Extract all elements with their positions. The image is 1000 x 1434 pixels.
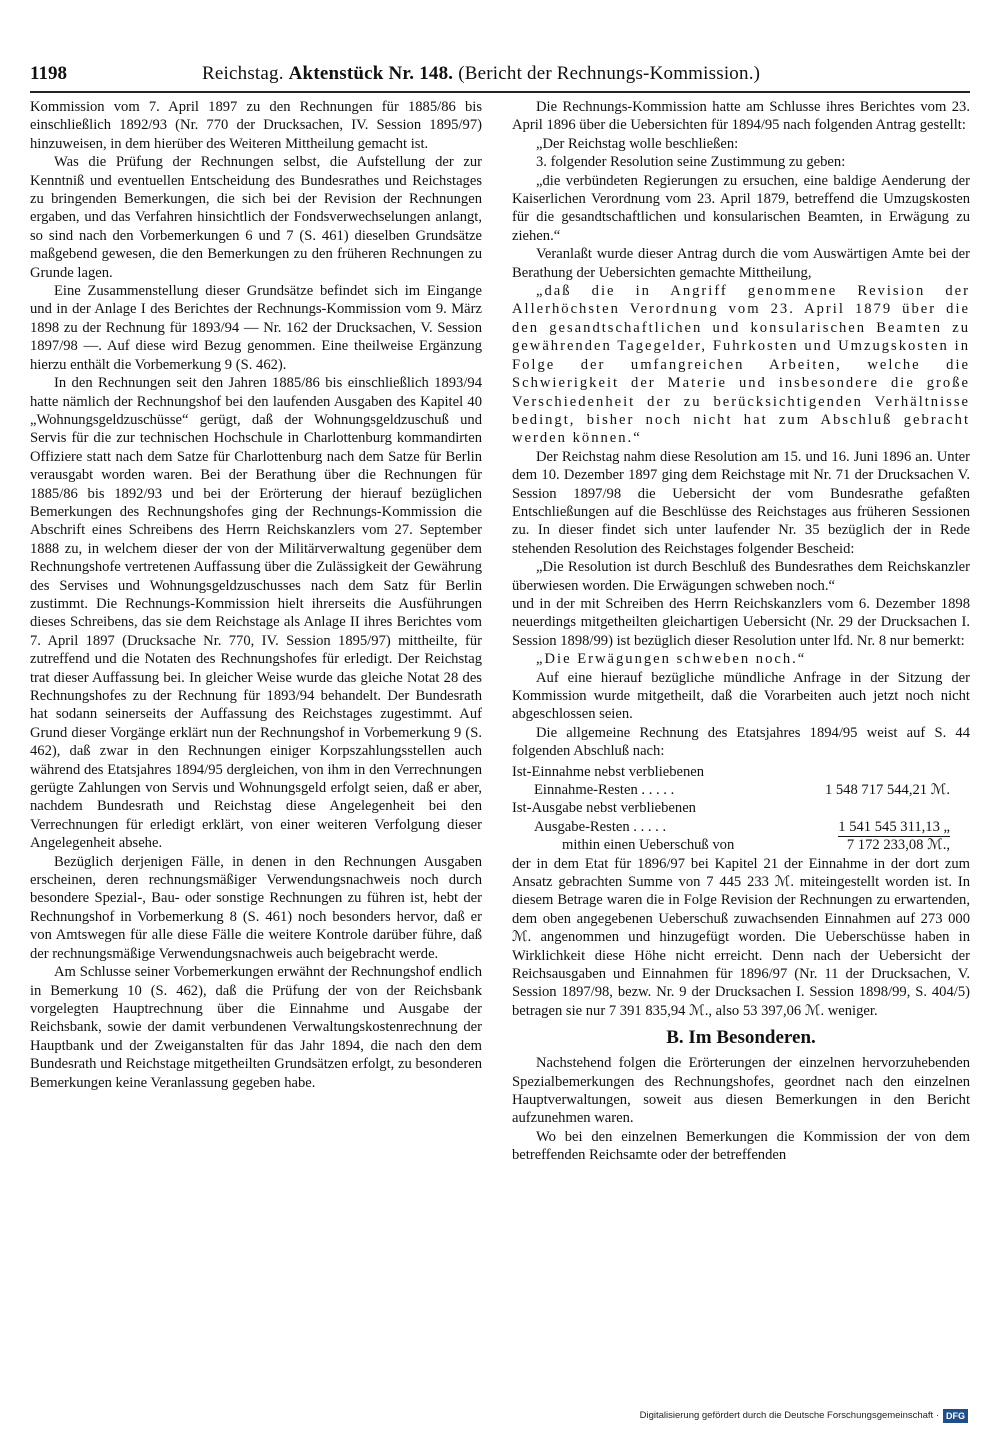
right-paragraph-4: und in der mit Schreiben des Herrn Reichskanzlers vom 6. Dezember 1898 neuerdings mitgetheilten gleichartigen Uebersicht (Nr. 29 der Drucksachen I. Session 1898/99) ist bezüglich dieser Resolution unter lfd. Nr. 8 nur bemerkt: bbox=[512, 595, 970, 649]
right-paragraph-9: Wo bei den einzelnen Bemerkungen die Kommission der von dem betreffenden Reichsamte oder der betreffenden bbox=[512, 1128, 970, 1164]
right-column bbox=[512, 98, 970, 1165]
fin-surplus-label: mithin einen Ueberschuß von bbox=[562, 837, 735, 854]
running-title-pre: Reichstag. bbox=[202, 63, 289, 84]
fin-row-surplus bbox=[512, 836, 970, 854]
section-heading: B. Im Besonderen. bbox=[666, 1027, 816, 1049]
quote-resolution: „die verbündeten Regierungen zu ersuchen, eine baldige Aenderung der Kaiserlichen Verordnung vom 23. April 1879, betreffend die Umzugskosten für die gesandtschaftlichen und konsularischen Beamten, in Erwägung zu ziehen.“ bbox=[512, 172, 970, 244]
quote-motion-intro: „Der Reichstag wolle beschließen: bbox=[536, 135, 739, 152]
quote-foreign-office: „daß die in Angriff genommene Revision der Allerhöchsten Verordnung vom 23. April 1879 über die den gesandtschaftlichen und konsularischen Beamten zu gewährenden Tagegelder, Fuhrkosten und Umzugskosten in Folge der umfangreichen Arbeiten, welche die Schwierigkeit der Materie und insbesondere die große Verschiedenheit der zu berücksichtigenden Verhältnisse bedingt, bisher noch nicht hat zum Abschluß gebracht werden können.“ bbox=[512, 283, 970, 447]
fin-income-remainder-label: Einnahme-Resten . . . . . bbox=[534, 782, 675, 799]
fin-expense-value: 1 541 545 311,13 „ bbox=[838, 818, 950, 837]
fin-row-expense-label bbox=[512, 799, 970, 817]
fin-expense-label: Ist-Ausgabe nebst verbliebenen bbox=[512, 800, 696, 817]
running-title-document: Aktenstück Nr. 148. bbox=[288, 63, 454, 84]
fin-row-income-label bbox=[512, 763, 970, 781]
fin-row-income bbox=[512, 781, 970, 799]
right-paragraph-2: Veranlaßt wurde dieser Antrag durch die vom Auswärtigen Amte bei der Berathung der Uebersichten gemachte Mittheilung, bbox=[512, 246, 970, 281]
right-paragraph-3: Der Reichstag nahm diese Resolution am 15. und 16. Juni 1896 an. Unter dem 10. Dezember 1897 ging dem Reichstage mit Nr. 71 der Drucksachen V. Session 1897/98 die Uebersicht der vom Bundesrathe gefaßten Entschließungen auf die Beschlüsse des Reichstages aus früheren Sessionen zu. In dieser findet sich unter laufender Nr. 35 bezüglich der in Rede stehenden Resolution des Reichstages folgender Bescheid: bbox=[512, 448, 970, 557]
right-paragraph-7: der in dem Etat für 1896/97 bei Kapitel 21 der Einnahme in der dort zum Ansatz gebrachten Summe von 7 445 233 ℳ. miteingestellt worden ist. In diesem Betrage waren die in Folge Revision der Rechnungen zu erwartenden, dem oben angegebenen Ueberschuß zuwachsenden Einnahmen auf 273 000 ℳ. angenommen und hinzugefügt worden. Die Ueberschüsse haben in Wirklichkeit diese Höhe nicht erreicht. Denn nach der Uebersicht der Reichsausgaben und Einnahmen für 1896/97 (Nr. 11 der Drucksachen, V. Session 1897/98, bezw. Nr. 9 der Drucksachen I. Session 1898/99, S. 404/5) betragen sie nur 7 391 835,94 ℳ., also 53 397,06 ℳ. weniger. bbox=[512, 855, 970, 1019]
running-title bbox=[202, 62, 760, 86]
left-paragraph-3: Eine Zusammenstellung dieser Grundsätze befindet sich im Eingange und in der Anlage I des Berichtes der Rechnungs-Kommission vom 9. März 1898 zu der Rechnung für 1893/94 — Nr. 162 der Drucksachen, V. Session 1897/98 —. Auf diese wird Bezug genommen. Eine theilweise Ergänzung hierzu enthält die Vorbemerkung 9 (S. 462). bbox=[30, 283, 482, 373]
footer-credit: Digitalisierung gefördert durch die Deutsche Forschungsgemeinschaft · bbox=[639, 1410, 939, 1421]
fin-surplus-value: 7 172 233,08 ℳ., bbox=[846, 837, 950, 854]
financial-summary bbox=[512, 763, 970, 855]
fin-expense-remainder-label: Ausgabe-Resten . . . . . bbox=[534, 818, 667, 835]
header-rule bbox=[30, 91, 970, 93]
page-header bbox=[30, 62, 970, 86]
right-paragraph-8: Nachstehend folgen die Erörterungen der einzelnen hervorzuhebenden Spezialbemerkungen des Rechnungshofes, geordnet nach den einzelnen Hauptverwaltungen, soweit aus diesen Bemerkungen in den Bericht aufzunehmen waren. bbox=[512, 1055, 970, 1127]
left-paragraph-6: Am Schlusse seiner Vorbemerkungen erwähnt der Rechnungshof endlich in Bemerkung 10 (S. 462), daß die Prüfung der von der Reichsbank vorgelegten Hauptrechnung über die Einnahme und Ausgabe der Reichsbank, sowie der damit verbundenen Verwaltungskostenrechnung der Hauptbank und der Zweiganstalten für das Jahr 1894, die nach den dem Bundesrath und Reichstage mitgetheilten Grundsätzen erfolgt, zu besonderen Bemerkungen keine Veranlassung gegeben habe. bbox=[30, 964, 482, 1091]
page-number: 1198 bbox=[30, 63, 67, 84]
quote-bundesrat-reply: „Die Resolution ist durch Beschluß des Bundesrathes dem Reichskanzler überwiesen worden. Die Erwägungen schweben noch.“ bbox=[512, 559, 970, 594]
left-paragraph-2: Was die Prüfung der Rechnungen selbst, die Aufstellung der zur Kenntniß und eventuellen Entscheidung des Bundesrathes und Reichstages zu bringenden Bemerkungen, die sich bei der Revision der Rechnungen ergaben, und das Verfahren hinsichtlich der Fondsverwechselungen anlangt, so sind nach den Vorbemerkungen 6 und 7 (S. 461) dieselben Grundsätze maßgebend gewesen, die den Bemerkungen zu den früheren Rechnungen zu Grunde lagen. bbox=[30, 154, 482, 281]
running-title-post: (Bericht der Rechnungs-Kommission.) bbox=[453, 63, 761, 84]
dfg-logo: DFG bbox=[943, 1409, 968, 1423]
fin-row-expense bbox=[512, 818, 970, 836]
right-paragraph-6: Die allgemeine Rechnung des Etatsjahres 1894/95 weist auf S. 44 folgenden Abschluß nach: bbox=[512, 724, 970, 760]
left-paragraph-4: In den Rechnungen seit den Jahren 1885/86 bis einschließlich 1893/94 hatte nämlich der Rechnungshof bei den laufenden Ausgaben des Kapitel 40 „Wohnungsgeldzuschüsse“ gerügt, daß der Wohnungsgeldzuschuß und Servis für die zur technischen Hochschule in Charlottenburg kommandirten Offiziere statt nach dem Satze für Charlottenburg nach dem Satze für Berlin verausgabt worden waren. Bei der Berathung über die Rechnungen für 1885/86 bis 1892/93 und bei der Erörterung der hierauf bezüglichen Bemerkungen des Rechnungshofes ging der Rechnungs-Kommission die Abschrift eines Schreibens des Herrn Reichskanzlers vom 27. September 1888 zu, in welchem dieser der von der Militärverwaltung gegenüber dem Rechnungshofe vertretenen Auffassung über die Zulässigkeit der Gewährung des Servises und Wohnungsgeldzuschusses nach dem Satz für Berlin zustimmt. Die Rechnungs-Kommission hielt ihrerseits die Ausführungen dieses Schreibens, das sie dem Reichstage als Anlage II ihres Berichtes vom 7. April 1897 (Drucksache Nr. 770, IV. Session 1895/97) mittheilte, für zutreffend und die Notaten des Rechnungshofes für erledigt. Der Reichstag trat dieser Auffassung bei. In gleicher Weise wurde das gleiche Notat 28 des Rechnungshofes zu der Rechnung für 1893/94 behandelt. Der Bundesrath hat sodann seinerseits der Auffassung des Reichstages zugestimmt. Auf Grund dieser Vorgänge erklärt nun der Rechnungshof in Vorbemerkung 9 (S. 462), daß zwar in den Rechnungen einiger Korpszahlungsstellen auch während des Etatsjahres 1894/95 dergleichen, von ihm in den Verrechnungen gerügte Zahlungen von Servis und Wohnungsgeld erfolgt seien, daß er aber, nachdem Bundesrath und Reichstag diese Angelegenheit bei den Verrechnungen für erledigt erklärt, von einer weiteren Verfolgung dieser Angelegenheit absehe. bbox=[30, 375, 482, 852]
fin-income-value: 1 548 717 544,21 ℳ. bbox=[824, 782, 950, 799]
digitization-footer bbox=[640, 1408, 968, 1424]
left-column bbox=[30, 98, 482, 1092]
quote-motion-item: 3. folgender Resolution seine Zustimmung zu geben: bbox=[536, 154, 846, 171]
left-paragraph-1: Kommission vom 7. April 1897 zu den Rechnungen für 1885/86 bis einschließlich 1892/93 (Nr. 770 der Drucksachen, IV. Session 1895/97) hinzuweisen, in dem hierüber des Weiteren Mittheilung gemacht ist. bbox=[30, 99, 482, 152]
quote-deliberations: „Die Erwägungen schweben noch.“ bbox=[536, 651, 807, 668]
right-paragraph-1: Die Rechnungs-Kommission hatte am Schlusse ihres Berichtes vom 23. April 1896 über die Uebersichten für 1894/95 nach folgenden Antrag gestellt: bbox=[512, 99, 970, 134]
right-paragraph-5: Auf eine hierauf bezügliche mündliche Anfrage in der Sitzung der Kommission wurde mitgetheilt, daß die Vorarbeiten auch jetzt noch nicht abgeschlossen seien. bbox=[512, 669, 970, 723]
left-paragraph-5: Bezüglich derjenigen Fälle, in denen in den Rechnungen Ausgaben erscheinen, deren rechnungsmäßiger Verwendungsnachweis noch durch besondere Spezial-, Bau- oder sonstige Rechnungen zu führen ist, hebt der Rechnungshof in Vorbemerkung 8 (S. 461) noch besonders hervor, daß er von Amtswegen für alle diese Fälle die weitere Kontrole darüber führe, daß der rechnungsmäßige Verwendungsnachweis auch beigebracht werde. bbox=[30, 853, 482, 962]
fin-income-label: Ist-Einnahme nebst verbliebenen bbox=[512, 763, 705, 780]
